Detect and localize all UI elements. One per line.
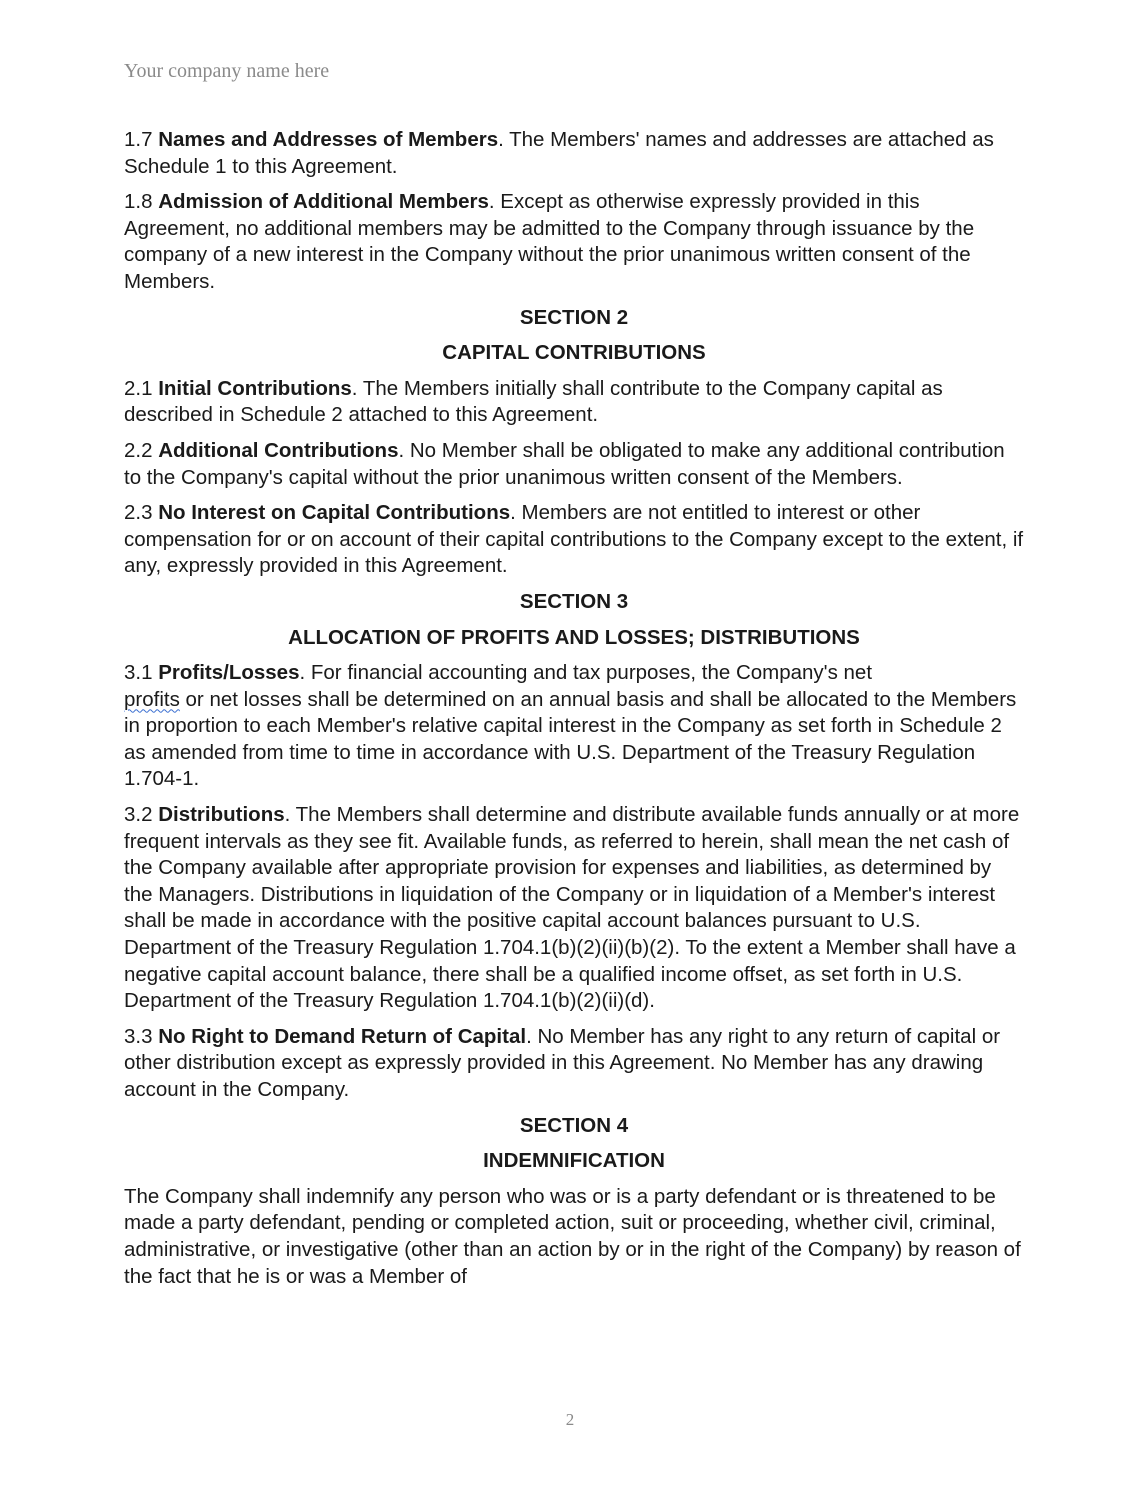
clause-number: 3.3 <box>124 1024 153 1048</box>
clause-3-2 <box>124 802 1024 1015</box>
document-body <box>124 127 1024 1299</box>
clause-text: . The Members' names and addresses are attached as Schedule 1 to this Agreement. <box>124 128 994 178</box>
clause-text: . No Member shall be obligated to make any additional contribution to the Company's capital without the prior unanimous written consent of the Members. <box>124 438 1005 489</box>
clause-number: 3.1 <box>124 661 153 685</box>
clause-title: Distributions <box>158 803 285 827</box>
clause-title: Additional Contributions <box>158 438 399 462</box>
section-3-title: ALLOCATION OF PROFITS AND LOSSES; DISTRIBUTIONS <box>288 625 860 649</box>
clause-number: 1.8 <box>124 190 153 214</box>
clause-text: . The Members shall determine and distribute available funds annually or at more frequent intervals as they see fit. Available funds, as referred to herein, shall mean the net cash of the Company available after appropriate provision for expenses and liabilities, as determined by the Managers. Distributions in liquidation of the Company or in liquidation of a Member's interest shall be made in accordance with the positive capital account balances pursuant to U.S. Department of the Treasury Regulation 1.704.1(b)(2)(ii)(b)(2). To the extent a Member shall have a negative capital account balance, there shall be a qualified income offset, as set forth in U.S. Department of the Treasury Regulation 1.704.1(b)(2)(ii)(d). <box>124 803 1020 1013</box>
clause-number: 1.7 <box>124 128 153 151</box>
clause-3-3 <box>124 1024 1024 1104</box>
spellcheck-word[interactable]: profits <box>124 687 180 711</box>
section-4-title: INDEMNIFICATION <box>483 1149 665 1173</box>
clause-2-1 <box>124 376 1024 429</box>
clause-title: No Interest on Capital Contributions <box>158 501 511 525</box>
clause-4-indemnification: The Company shall indemnify any person who was or is a party defendant or is threatened to be made a party defendant, pending or completed action, suit or proceeding, whether civil, criminal, administrative, or investigative (other than an action by or in the right of the Company) by reason of the fact that he is or was a Member of <box>124 1184 1021 1288</box>
header-company-name: Your company name here <box>124 60 330 82</box>
clause-2-2 <box>124 438 1024 491</box>
clause-3-1 <box>124 660 1024 793</box>
clause-title: Initial Contributions <box>158 376 352 400</box>
clause-number: 3.2 <box>124 803 153 827</box>
clause-text: . No Member has any right to any return of capital or other distribution except as expressly provided in this Agreement. No Member has any drawing account in the Company. <box>124 1024 1001 1101</box>
section-3-heading: SECTION 3 <box>519 589 629 613</box>
clause-title: No Right to Demand Return of Capital <box>158 1024 527 1048</box>
clause-number: 2.1 <box>124 376 153 400</box>
clause-text: . The Members initially shall contribute to the Company capital as described in Schedule 2 attached to this Agreement. <box>124 376 943 427</box>
section-2-title: CAPITAL CONTRIBUTIONS <box>442 341 706 365</box>
clause-title: Admission of Additional Members <box>158 190 489 214</box>
clause-number: 2.2 <box>124 438 153 462</box>
clause-text-cont: or net losses shall be determined on an annual basis and shall be allocated to the Members in proportion to each Member's relative capital interest in the Company as set forth in Schedule 2 as amended from time to time in accordance with U.S. Department of the Treasury Regulation 1.704-1. <box>124 687 1017 791</box>
clause-text: . For financial accounting and tax purposes, the Company's net <box>299 661 873 685</box>
clause-number: 2.3 <box>124 501 153 525</box>
clause-1-7 <box>124 127 1024 180</box>
clause-text: . Except as otherwise expressly provided in this Agreement, no additional members may be admitted to the Company through issuance by the company of a new interest in the Company without the prior unanimous written consent of the Members. <box>124 190 975 293</box>
clause-2-3 <box>124 500 1024 580</box>
section-2-heading: SECTION 2 <box>519 305 629 329</box>
clause-1-8 <box>124 189 1024 295</box>
clause-title: Profits/Losses <box>158 661 300 685</box>
clause-text: . Members are not entitled to interest or other compensation for or on account of their capital contributions to the Company except to the extent, if any, expressly provided in this Agreement. <box>124 501 1024 578</box>
clause-title: Names and Addresses of Members <box>158 128 499 151</box>
page-number: 2 <box>565 1410 575 1429</box>
section-4-heading: SECTION 4 <box>519 1113 629 1137</box>
